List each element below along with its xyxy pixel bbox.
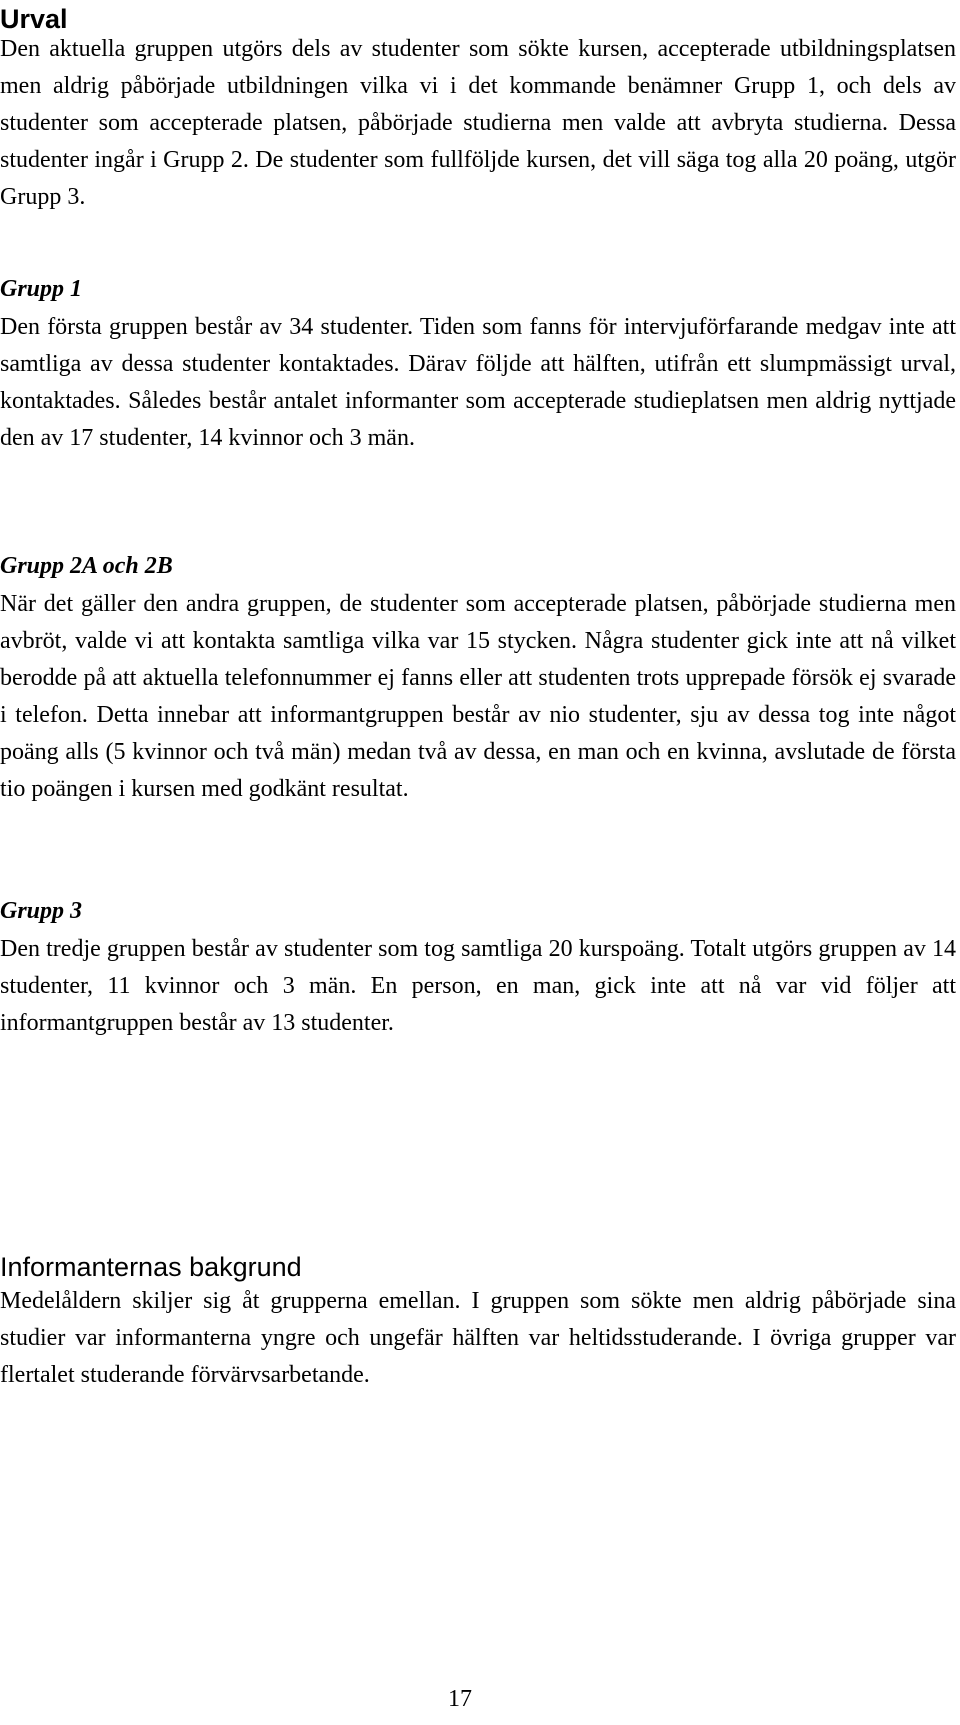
page-number: 17	[448, 1686, 472, 1712]
paragraph-grupp-2: När det gäller den andra gruppen, de studenter som accepterade platsen, påbörjade studierna men avbröt, valde vi att kontakta samtliga vilka var 15 stycken. Några studenter gick inte att nå vilket berodde på att aktuella telefonnummer ej fanns eller att studenten trots upprepade försök ej svarade i telefon. Detta innebar att informantgruppen består av nio studenter, sju av dessa tog inte något poäng alls (5 kvinnor och två män) medan två av dessa, en man och en kvinna, avslutade de första tio poängen i kursen med godkänt resultat.	[0, 591, 956, 802]
paragraph-grupp-3: Den tredje gruppen består av studenter som tog samtliga 20 kurspoäng. Totalt utgörs gruppen av 14 studenter, 11 kvinnor och 3 män. En person, en man, gick inte att nå var vid följer att informantgruppen består av 13 studenter.	[0, 936, 956, 1036]
subheading-grupp-2: Grupp 2A och 2B	[0, 553, 173, 579]
section-heading-urval: Urval	[0, 4, 68, 34]
subheading-grupp-1: Grupp 1	[0, 276, 83, 302]
paragraph-bakgrund: Medelåldern skiljer sig åt grupperna emellan. I gruppen som sökte men aldrig påbörjade sina studier var informanterna yngre och ungefär hälften var heltidsstuderande. I övriga grupper var flertalet studerande förvärvsarbetande.	[0, 1288, 956, 1388]
subheading-grupp-3: Grupp 3	[0, 898, 83, 924]
section-heading-bakgrund: Informanternas bakgrund	[0, 1252, 302, 1282]
paragraph-grupp-1: Den första gruppen består av 34 studenter. Tiden som fanns för intervjuförfarande medgav inte att samtliga av dessa studenter kontaktades. Därav följde att hälften, utifrån ett slumpmässigt urval, kontaktades. Således består antalet informanter som accepterade studieplatsen men aldrig nyttjade den av 17 studenter, 14 kvinnor och 3 män.	[0, 314, 956, 451]
paragraph-urval: Den aktuella gruppen utgörs dels av studenter som sökte kursen, accepterade utbildningsplatsen men aldrig påbörjade utbildningen vilka vi i det kommande benämner Grupp 1, och dels av studenter som accepterade platsen, påbörjade studierna men valde att avbryta studierna. Dessa studenter ingår i Grupp 2. De studenter som fullföljde kursen, det vill säga tog alla 20 poäng, utgör Grupp 3.	[0, 36, 956, 210]
